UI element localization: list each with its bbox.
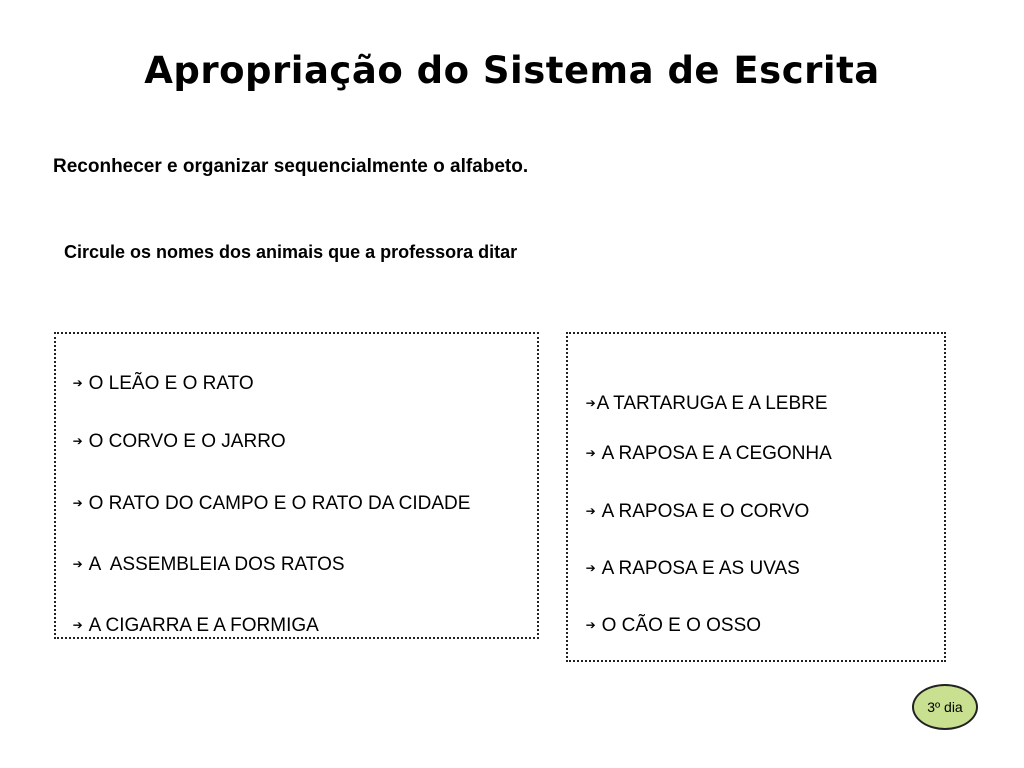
list-item-label: A RAPOSA E AS UVAS	[601, 558, 800, 579]
list-item-label: O RATO DO CAMPO E O RATO DA CIDADE	[88, 493, 471, 514]
arrow-icon: ➔	[585, 446, 596, 460]
list-item	[575, 375, 828, 413]
list-item	[575, 425, 832, 463]
list-item	[575, 540, 800, 578]
instruction-text: Circule os nomes dos animais que a professora ditar	[64, 242, 518, 262]
arrow-icon: ➔	[72, 434, 83, 448]
arrow-icon: ➔	[72, 557, 83, 571]
arrow-icon: ➔	[585, 561, 596, 575]
day-badge-label: 3º dia	[927, 699, 963, 715]
list-item	[575, 597, 761, 635]
list-item-label: O LEÃO E O RATO	[88, 373, 254, 394]
list-item	[62, 536, 345, 574]
list-item	[62, 475, 470, 513]
list-item-label: A CIGARRA E A FORMIGA	[88, 615, 319, 636]
list-item	[62, 355, 254, 393]
page-title: Apropriação do Sistema de Escrita	[144, 49, 880, 92]
arrow-icon: ➔	[585, 396, 596, 410]
arrow-icon: ➔	[585, 504, 596, 518]
list-item	[575, 483, 809, 521]
list-item-label: A ASSEMBLEIA DOS RATOS	[88, 554, 345, 575]
arrow-icon: ➔	[72, 376, 83, 390]
list-item	[62, 597, 319, 635]
list-item-label: A RAPOSA E A CEGONHA	[601, 443, 832, 464]
list-item-label: O CÃO E O OSSO	[601, 615, 762, 636]
arrow-icon: ➔	[585, 618, 596, 632]
arrow-icon: ➔	[72, 496, 83, 510]
list-item	[62, 413, 286, 451]
list-item-label: A TARTARUGA E A LEBRE	[596, 393, 828, 414]
day-badge	[912, 684, 978, 730]
page-subtitle: Reconhecer e organizar sequencialmente o alfabeto.	[53, 156, 529, 177]
arrow-icon: ➔	[72, 618, 83, 632]
list-item-label: A RAPOSA E O CORVO	[601, 501, 810, 522]
list-item-label: O CORVO E O JARRO	[88, 431, 286, 452]
